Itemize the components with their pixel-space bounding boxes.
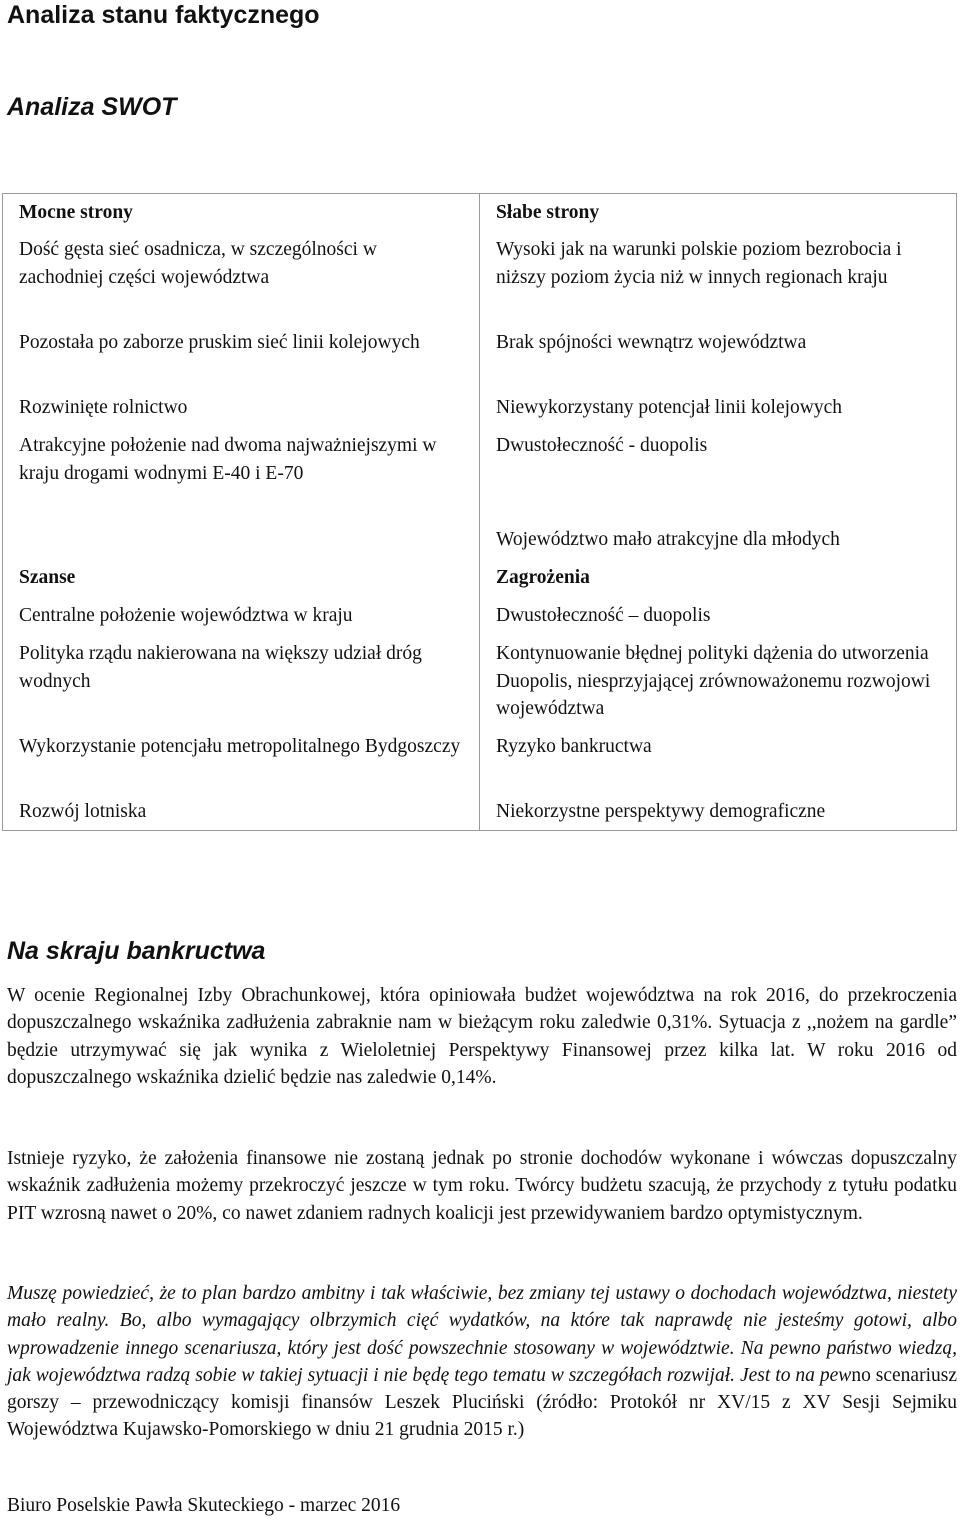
- opportunity-item: Wykorzystanie potencjału metropolitalnego Bydgoszczy: [19, 736, 461, 757]
- quote-paragraph: [7, 1280, 957, 1444]
- strength-item: Dość gęsta sieć osadnicza, w szczególności w zachodniej części województwa: [19, 239, 377, 288]
- footer: Biuro Poselskie Pawła Skuteckiego - marzec 2016: [7, 1495, 401, 1516]
- swot-right-column: [480, 194, 957, 831]
- section-heading: Na skraju bankructwa: [7, 937, 266, 965]
- weaknesses-heading: Słabe strony: [496, 202, 600, 223]
- swot-left-column: [3, 194, 480, 831]
- threat-item: Niekorzystne perspektywy demograficzne: [496, 801, 826, 822]
- page-title: Analiza stanu faktycznego: [7, 1, 320, 29]
- swot-title: Analiza SWOT: [7, 93, 177, 121]
- threat-item: Kontynuowanie błędnej polityki dążenia do utworzenia Duopolis, niesprzyjającej zrównoważonemu rozwojowi województwa: [496, 643, 931, 719]
- weakness-item: Województwo mało atrakcyjne dla młodych: [496, 529, 840, 550]
- threat-item: Ryzyko bankructwa: [496, 736, 652, 757]
- opportunity-item: Polityka rządu nakierowana na większy udział dróg wodnych: [19, 643, 422, 692]
- quote-attribution: no scenariusz gorszy – przewodniczący komisji finansów Leszek Pluciński (źródło: Protokół nr XV/15 z XV Sesji Sejmiku Województwa Kujawsko-Pomorskiego w dniu 21 grudnia 2015 r.): [7, 1364, 957, 1441]
- threat-item: Dwustołeczność – duopolis: [496, 605, 711, 626]
- opportunity-item: Centralne położenie województwa w kraju: [19, 605, 353, 626]
- strength-item: Rozwinięte rolnictwo: [19, 397, 188, 418]
- weakness-item: Wysoki jak na warunki polskie poziom bezrobocia i niższy poziom życia niż w innych regionach kraju: [496, 239, 902, 288]
- strengths-heading: Mocne strony: [19, 202, 133, 223]
- weakness-item: Dwustołeczność - duopolis: [496, 435, 708, 456]
- body-paragraph: Istnieje ryzyko, że założenia finansowe nie zostaną jednak po stronie dochodów wykonane i wówczas dopuszczalny wskaźnik zadłużenia możemy przekroczyć jeszcze w tym roku. Twórcy budżetu szacują, że przychody z tytułu podatku PIT wzrosną nawet o 20%, co nawet zdaniem radnych koalicji jest przewidywaniem bardzo optymistycznym.: [7, 1148, 957, 1224]
- strength-item: Pozostała po zaborze pruskim sieć linii kolejowych: [19, 332, 420, 353]
- threats-heading: Zagrożenia: [496, 567, 590, 588]
- opportunities-heading: Szanse: [19, 567, 76, 588]
- strength-item: Atrakcyjne położenie nad dwoma najważniejszymi w kraju drogami wodnymi E-40 i E-70: [19, 435, 437, 484]
- body-paragraph: W ocenie Regionalnej Izby Obrachunkowej, która opiniowała budżet województwa na rok 2016, do przekroczenia dopuszczalnego wskaźnika zadłużenia zabraknie nam w bieżącym roku zaledwie 0,31%. Sytuacja z ,,nożem na gardle” będzie utrzymywać się jak wynika z Wieloletniej Perspektywy Finansowej przez kilka lat. W roku 2016 od dopuszczalnego wskaźnika dzielić będzie nas zaledwie 0,14%.: [7, 985, 957, 1088]
- opportunity-item: Rozwój lotniska: [19, 801, 147, 822]
- swot-table: [2, 193, 957, 831]
- weakness-item: Niewykorzystany potencjał linii kolejowych: [496, 397, 843, 418]
- weakness-item: Brak spójności wewnątrz województwa: [496, 332, 807, 353]
- quote-italic: Muszę powiedzieć, że to plan bardzo ambitny i tak właściwie, bez zmiany tej ustawy o dochodach województwa, niestety mało realny. Bo, albo wymagający olbrzymich cięć wydatków, na które tak naprawdę nie jesteśmy gotowi, albo wprowadzenie innego scenariusza, który jest dość powszechnie stosowany w województwie. Na pewno państwo wiedzą, jak województwa radzą sobie w takiej sytuacji i nie będę tego tematu w szczegółach rozwijał. Jest to na pew: [7, 1283, 957, 1386]
